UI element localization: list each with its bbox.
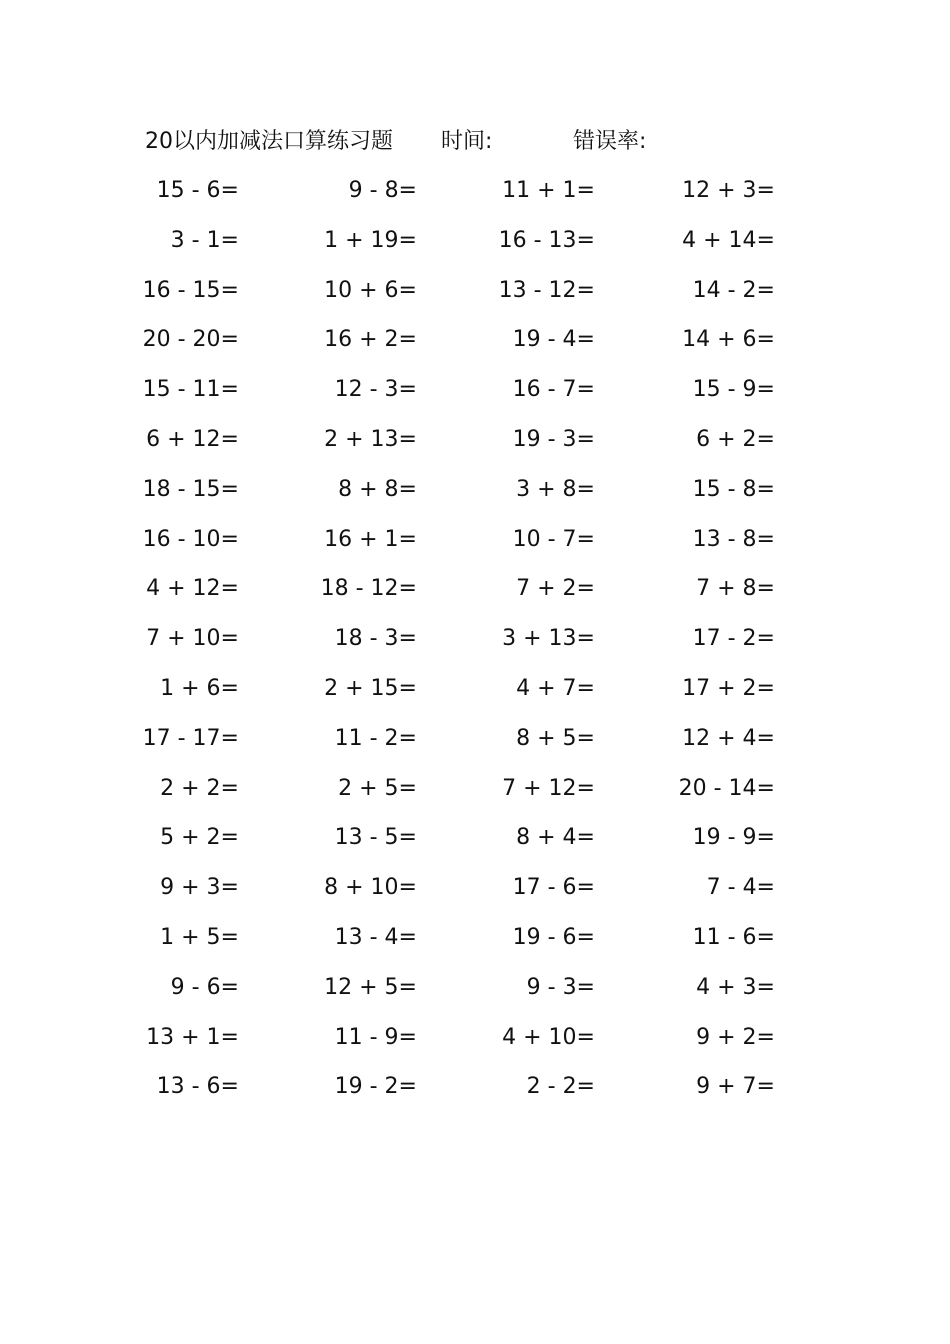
problem-row [140, 520, 800, 560]
problem-cell: 1 + 6= [160, 676, 239, 701]
problem-cell: 16 - 10= [142, 526, 239, 552]
error-rate-label: 错误率: [573, 129, 647, 154]
problem-cell: 9 + 2= [696, 1024, 775, 1050]
problem-cell: 3 - 1= [170, 227, 239, 253]
problem-cell: 3 + 8= [516, 476, 595, 502]
problem-row [140, 420, 800, 460]
problem-cell: 6 + 12= [146, 427, 239, 452]
problem-cell: 15 - 8= [692, 476, 775, 502]
problem-cell: 14 + 6= [682, 327, 775, 353]
problem-cell: 8 + 10= [324, 875, 417, 901]
problem-cell: 13 - 4= [334, 925, 417, 950]
problem-row [140, 918, 800, 958]
problem-cell: 13 - 6= [156, 1074, 239, 1100]
problem-row [140, 370, 800, 410]
problem-cell: 9 - 3= [526, 974, 595, 1000]
problem-cell: 8 + 4= [516, 825, 595, 851]
problem-cell: 19 - 3= [512, 427, 595, 452]
problem-cell: 10 + 6= [324, 277, 417, 303]
problem-row [140, 719, 800, 759]
problem-row [140, 868, 800, 908]
problem-cell: 15 - 9= [692, 377, 775, 403]
problem-row [140, 171, 800, 211]
problem-cell: 11 - 2= [334, 725, 417, 751]
problem-row [140, 470, 800, 510]
problem-cell: 16 + 1= [324, 526, 417, 552]
problem-cell: 7 + 2= [516, 576, 595, 602]
problem-cell: 1 + 19= [324, 227, 417, 253]
problem-cell: 10 - 7= [512, 526, 595, 552]
problem-cell: 19 - 9= [692, 825, 775, 851]
problem-row [140, 569, 800, 609]
problem-cell: 20 - 14= [678, 775, 775, 801]
problem-cell: 12 + 5= [324, 974, 417, 1000]
problem-cell: 15 - 11= [142, 377, 239, 403]
problem-cell: 3 + 13= [502, 626, 595, 652]
problem-cell: 8 + 5= [516, 725, 595, 751]
problem-row [140, 1018, 800, 1058]
problem-cell: 4 + 7= [516, 676, 595, 701]
problem-cell: 9 - 8= [348, 178, 417, 203]
problem-cell: 18 - 12= [320, 576, 417, 602]
problem-row [140, 320, 800, 360]
problem-row [140, 968, 800, 1008]
problem-cell: 4 + 12= [146, 576, 239, 602]
problem-cell: 8 + 8= [338, 476, 417, 502]
problem-row [140, 1067, 800, 1107]
problem-cell: 17 + 2= [682, 676, 775, 701]
problem-cell: 16 - 13= [498, 227, 595, 253]
problem-cell: 12 - 3= [334, 377, 417, 403]
problem-cell: 13 + 1= [146, 1024, 239, 1050]
problem-row [140, 769, 800, 809]
problem-cell: 1 + 5= [160, 925, 239, 950]
problem-cell: 16 - 15= [142, 277, 239, 303]
worksheet-title: 20以内加减法口算练习题 [145, 129, 393, 154]
problem-cell: 4 + 14= [682, 227, 775, 253]
problem-cell: 6 + 2= [696, 427, 775, 452]
problem-cell: 7 - 4= [706, 875, 775, 901]
problem-cell: 9 + 3= [160, 875, 239, 901]
problem-cell: 2 + 13= [324, 427, 417, 452]
problem-cell: 5 + 2= [160, 825, 239, 851]
problem-cell: 11 + 1= [502, 178, 595, 203]
problem-cell: 9 + 7= [696, 1074, 775, 1100]
problem-cell: 2 - 2= [526, 1074, 595, 1100]
problem-cell: 7 + 8= [696, 576, 775, 602]
problem-cell: 12 + 3= [682, 178, 775, 203]
problem-cell: 7 + 10= [146, 626, 239, 652]
problem-cell: 20 - 20= [142, 327, 239, 353]
problem-row [140, 221, 800, 261]
problem-cell: 19 - 4= [512, 327, 595, 353]
problem-cell: 11 - 6= [692, 925, 775, 950]
problem-cell: 9 - 6= [170, 974, 239, 1000]
problem-cell: 12 + 4= [682, 725, 775, 751]
problem-cell: 18 - 3= [334, 626, 417, 652]
problem-cell: 13 - 8= [692, 526, 775, 552]
problem-cell: 13 - 5= [334, 825, 417, 851]
problem-cell: 2 + 5= [338, 775, 417, 801]
problem-row [140, 669, 800, 709]
problem-cell: 2 + 15= [324, 676, 417, 701]
problem-cell: 17 - 6= [512, 875, 595, 901]
problem-row [140, 619, 800, 659]
problem-row [140, 818, 800, 858]
problem-cell: 11 - 9= [334, 1024, 417, 1050]
problem-row [140, 271, 800, 311]
problem-cell: 18 - 15= [142, 476, 239, 502]
problem-cell: 16 + 2= [324, 327, 417, 353]
problem-cell: 17 - 17= [142, 725, 239, 751]
problem-cell: 19 - 2= [334, 1074, 417, 1100]
problem-cell: 4 + 10= [502, 1024, 595, 1050]
problem-cell: 19 - 6= [512, 925, 595, 950]
problem-cell: 16 - 7= [512, 377, 595, 403]
problem-cell: 13 - 12= [498, 277, 595, 303]
problem-cell: 7 + 12= [502, 775, 595, 801]
problem-cell: 15 - 6= [156, 178, 239, 203]
problem-cell: 17 - 2= [692, 626, 775, 652]
problem-cell: 4 + 3= [696, 974, 775, 1000]
time-label: 时间: [441, 129, 493, 154]
problem-cell: 14 - 2= [692, 277, 775, 303]
problem-cell: 2 + 2= [160, 775, 239, 801]
